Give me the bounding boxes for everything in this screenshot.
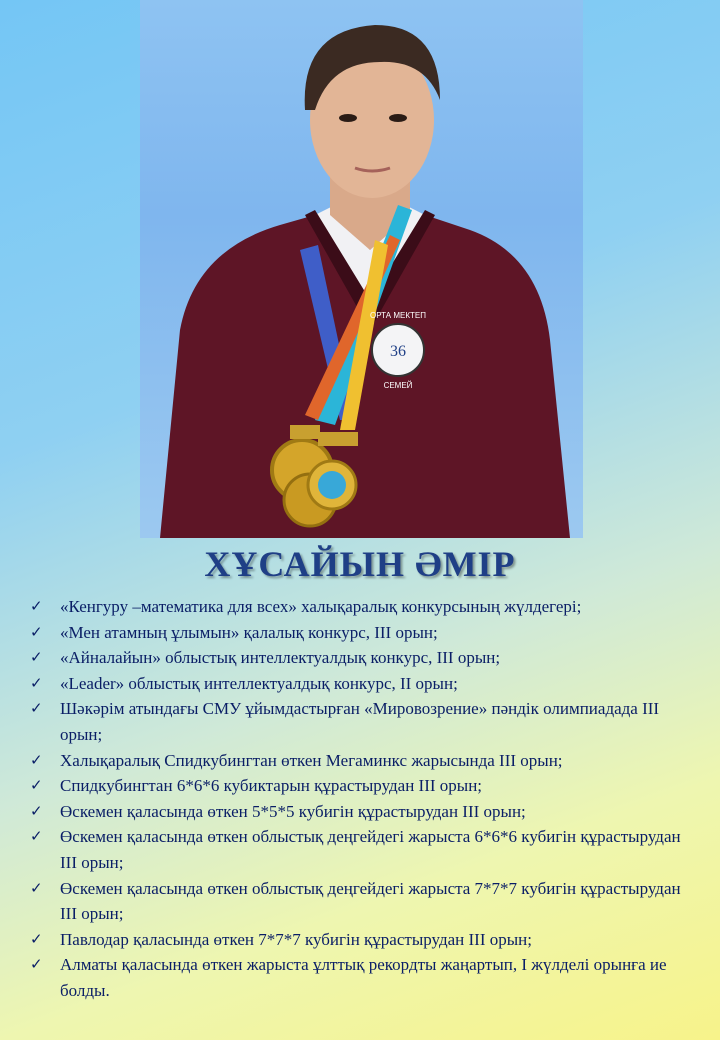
badge-city: СЕМЕЙ	[383, 381, 413, 390]
list-item	[30, 671, 700, 697]
achievement-text: Өскемен қаласында өткен 5*5*5 кубигін құрастырудан III орын;	[60, 801, 526, 821]
list-item	[30, 773, 700, 799]
achievement-text: «Айналайын» облыстық интеллектуалдық конкурс, III орын;	[60, 648, 501, 668]
achievement-text: «Кенгуру –математика для всех» халықаралық конкурсының жүлдегері;	[60, 597, 582, 616]
achievement-text: Спидкубингтан 6*6*6 кубиктарын құрастырудан III орын;	[60, 776, 483, 796]
checkmark-icon: ✓	[30, 648, 43, 667]
list-item	[30, 799, 700, 825]
portrait-illustration	[140, 0, 583, 538]
achievement-text: Өскемен қаласында өткен облыстық деңгейдегі жарыста 6*6*6 кубигін құрастырудан III орын;	[60, 827, 681, 872]
list-item	[30, 645, 700, 671]
student-name: ХҰСАЙЫН ӘМІР	[204, 544, 516, 584]
achievement-text: Алматы қаласында өткен жарыста ұлттық рекордты жаңартып, I жүлделі орынға ие болды.	[60, 955, 667, 1000]
checkmark-icon: ✓	[30, 750, 43, 769]
checkmark-icon: ✓	[30, 597, 43, 615]
achievement-text: Шәкәрім атындағы СМУ ұйымдастырған «Мировозрение» пәндік олимпиадада III орын;	[60, 699, 660, 744]
list-item	[30, 952, 700, 1003]
checkmark-icon: ✓	[30, 929, 43, 948]
list-item	[30, 876, 700, 927]
list-item	[30, 620, 700, 646]
badge-number: 36	[390, 343, 406, 360]
checkmark-icon: ✓	[30, 878, 43, 897]
checkmark-icon: ✓	[30, 699, 43, 718]
achievement-text: Халықаралық Спидкубингтан өткен Мегаминкс жарысында III орын;	[60, 750, 563, 770]
checkmark-icon: ✓	[30, 801, 43, 820]
list-item	[30, 927, 700, 953]
checkmark-icon: ✓	[30, 622, 43, 641]
badge-text: ОРТА МЕКТЕП	[369, 311, 427, 320]
list-item	[30, 696, 700, 747]
checkmark-icon: ✓	[30, 955, 43, 974]
achievement-text: «Leader» облыстық интеллектуалдық конкурс, II орын;	[60, 673, 458, 693]
list-item	[30, 594, 700, 620]
checkmark-icon: ✓	[30, 673, 43, 692]
list-item	[30, 824, 700, 875]
achievement-text: Өскемен қаласында өткен облыстық деңгейдегі жарыста 7*7*7 кубигін құрастырудан III орын;	[60, 878, 681, 924]
achievement-text: «Мен атамның ұлымын» қалалық конкурс, III орын;	[60, 622, 438, 642]
list-item	[30, 748, 700, 774]
achievements-list	[30, 594, 700, 1004]
achievement-text: Павлодар қаласында өткен 7*7*7 кубигін құрастырудан III орын;	[60, 929, 532, 949]
checkmark-icon: ✓	[30, 776, 43, 795]
portrait-photo	[140, 0, 583, 538]
checkmark-icon: ✓	[30, 827, 43, 846]
